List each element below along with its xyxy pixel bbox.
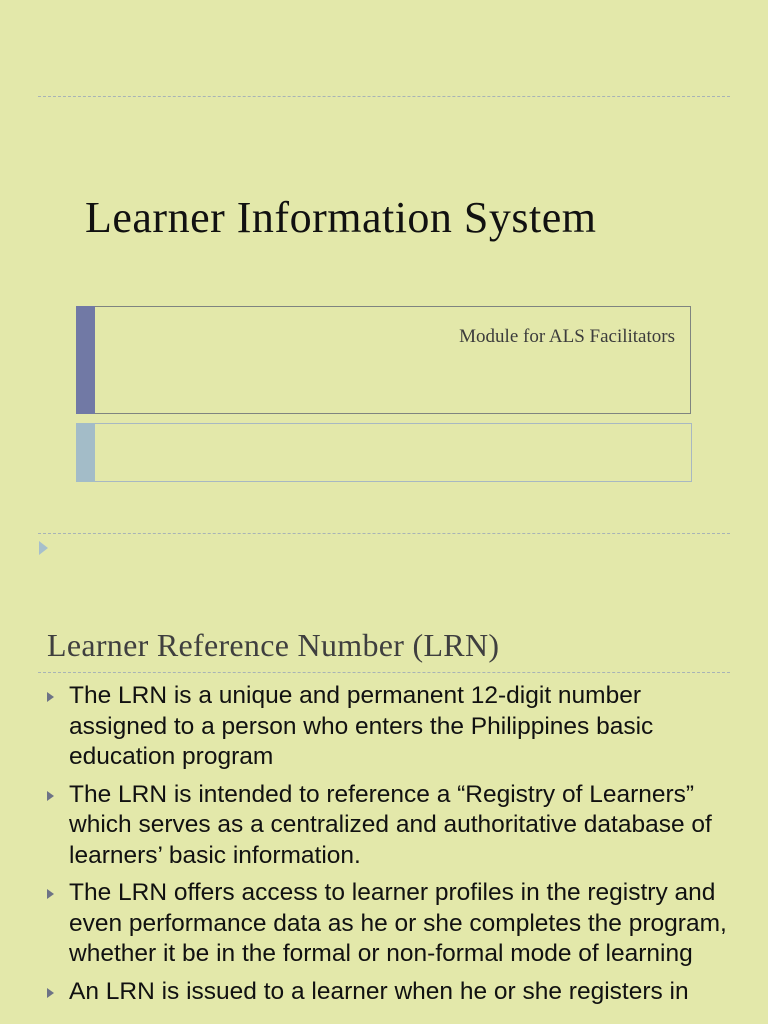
empty-box-accent-bar bbox=[76, 423, 95, 482]
slide-title: Learner Information System bbox=[85, 193, 597, 242]
heading-divider bbox=[38, 672, 730, 673]
list-item bbox=[0, 681, 768, 773]
slide-marker-icon bbox=[39, 541, 48, 555]
bullet-list bbox=[0, 681, 768, 1014]
bullet-arrow-icon bbox=[47, 791, 54, 801]
slide-subtitle: Module for ALS Facilitators bbox=[459, 326, 675, 347]
list-item bbox=[0, 977, 768, 1008]
list-item bbox=[0, 780, 768, 872]
section-heading: Learner Reference Number (LRN) bbox=[47, 627, 500, 663]
empty-content-box bbox=[76, 423, 692, 482]
bullet-arrow-icon bbox=[47, 692, 54, 702]
bullet-text: The LRN is a unique and permanent 12-digit number assigned to a person who enters the Philippines basic education program bbox=[69, 682, 654, 770]
slide-divider bbox=[38, 533, 730, 534]
subtitle-box bbox=[76, 306, 691, 414]
bullet-arrow-icon bbox=[47, 988, 54, 998]
subtitle-box-accent-bar bbox=[76, 306, 95, 414]
bullet-text: The LRN is intended to reference a “Registry of Learners” which serves as a centralized and authoritative database of learners’ basic information. bbox=[69, 780, 712, 869]
bullet-text: The LRN offers access to learner profiles in the registry and even performance data as he or she completes the program, whether it be in the formal or non-formal mode of learning bbox=[69, 879, 727, 967]
top-divider bbox=[38, 96, 730, 97]
bullet-text: An LRN is issued to a learner when he or she registers in bbox=[69, 977, 689, 1005]
bullet-arrow-icon bbox=[47, 889, 54, 899]
list-item bbox=[0, 878, 768, 970]
